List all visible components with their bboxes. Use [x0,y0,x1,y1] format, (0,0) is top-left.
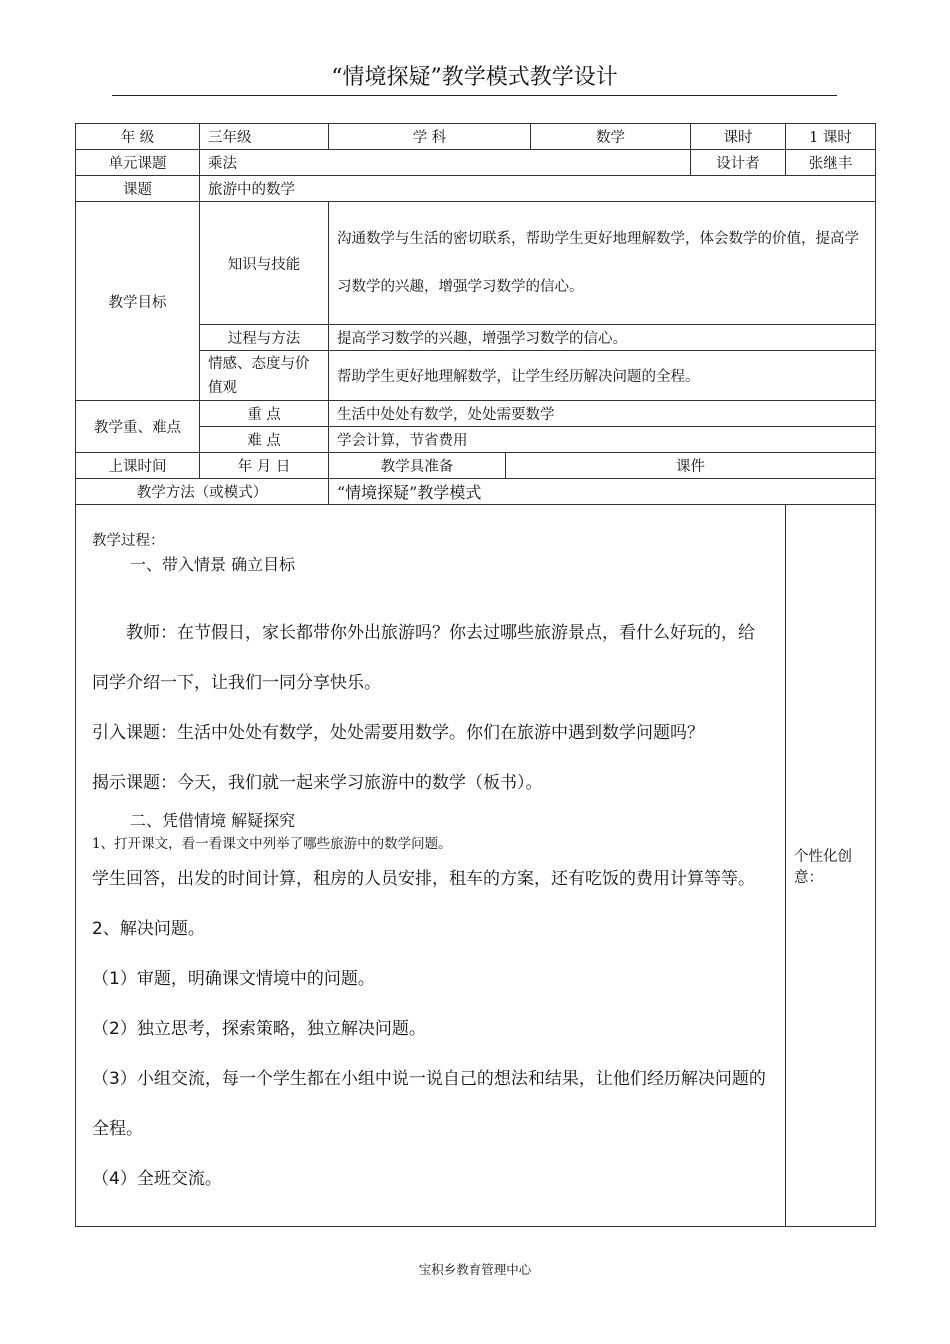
process-heading: 教学过程： [92,533,165,549]
sub-step-4: （4）全班交流。 [92,1169,222,1189]
designer-value: 张继丰 [786,150,876,176]
section-2-heading: 二、凭借情境 解疑探究 [130,811,296,830]
key-point-value: 生活中处处有数学，处处需要数学 [329,401,876,427]
row-lesson [76,176,876,202]
knowledge-value: 沟通数学与生活的密切联系，帮助学生更好地理解数学，体会数学的价值，提高学习数学的兴趣，增强学习数学的信心。 [329,202,876,325]
subject-value: 数学 [531,124,691,150]
row-time [76,453,876,479]
step-1-text: 1、打开课文，看一看课文中列举了哪些旅游中的数学问题。 [92,836,452,852]
row-teaching-process [76,505,876,1227]
grade-value: 三年级 [200,124,329,150]
lesson-label: 课题 [76,176,200,202]
method-label: 教学方法（或模式） [76,479,329,505]
method-value: “情境探疑”教学模式 [329,479,876,505]
unit-value: 乘法 [200,150,691,176]
row-unit [76,150,876,176]
personal-creativity-label: 个性化创意： [794,848,853,886]
student-answer-paragraph: 学生回答，出发的时间计算，租房的人员安排，租车的方案，还有吃饭的费用计算等等。 [92,869,755,889]
row-grade [76,124,876,150]
knowledge-label: 知识与技能 [200,202,329,325]
section-1-heading: 一、带入情景 确立目标 [130,555,296,574]
row-method [76,479,876,505]
step-2-text: 2、解决问题。 [92,919,205,939]
sub-step-3: （3）小组交流，每一个学生都在小组中说一说自己的想法和结果，让他们经历解决问题的全程。 [92,1069,766,1139]
process-method-value: 提高学习数学的兴趣，增强学习数学的信心。 [329,325,876,351]
lesson-value: 旅游中的数学 [200,176,876,202]
prep-value: 课件 [506,453,876,479]
emotion-value: 帮助学生更好地理解数学，让学生经历解决问题的全程。 [329,351,876,401]
difficulty-value: 学会计算，节省费用 [329,427,876,453]
unit-label: 单元课题 [76,150,200,176]
grade-label: 年 级 [76,124,200,150]
teacher-paragraph: 教师：在节假日，家长都带你外出旅游吗？你去过哪些旅游景点，看什么好玩的，给同学介绍一下，让我们一同分享快乐。 [92,623,755,693]
footer-text: 宝积乡教育管理中心 [418,1262,532,1277]
difficulty-label: 难 点 [200,427,329,453]
period-value: 1 课时 [786,124,876,150]
page-title: “情境探疑”教学模式教学设计 [112,60,837,96]
subject-label: 学 科 [329,124,531,150]
key-point-label: 重 点 [200,401,329,427]
goals-label: 教学目标 [76,202,200,401]
sub-step-1: （1）审题，明确课文情境中的问题。 [92,969,375,989]
designer-label: 设计者 [691,150,786,176]
time-value: 年 月 日 [200,453,329,479]
emotion-label: 情感、态度与价值观 [200,351,329,401]
process-method-label: 过程与方法 [200,325,329,351]
row-knowledge [76,202,876,325]
reveal-paragraph: 揭示课题：今天，我们就一起来学习旅游中的数学（板书）。 [92,773,543,793]
prep-label: 教学具准备 [329,453,506,479]
focus-label: 教学重、难点 [76,401,200,453]
period-label: 课时 [691,124,786,150]
intro-paragraph: 引入课题：生活中处处有数学，处处需要用数学。你们在旅游中遇到数学问题吗？ [92,723,704,743]
sub-step-2: （2）独立思考，探索策略，独立解决问题。 [92,1019,426,1039]
personal-creativity-cell [786,505,876,1227]
time-label: 上课时间 [76,453,200,479]
lesson-plan-table [75,123,876,1227]
teaching-process-cell [76,505,786,1227]
row-key-point [76,401,876,427]
